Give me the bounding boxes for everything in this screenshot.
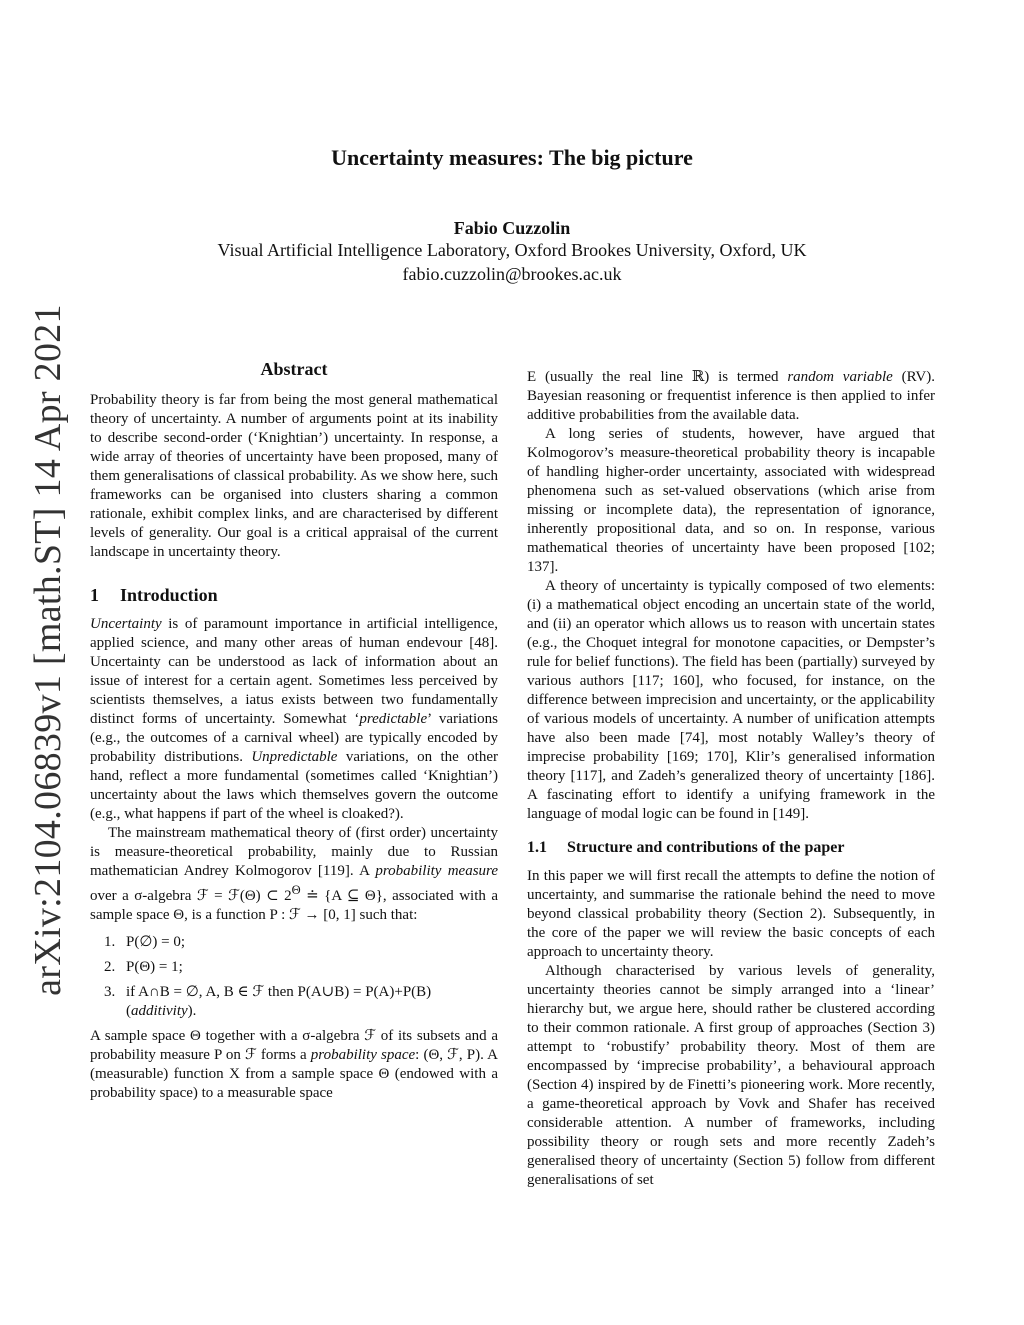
- probability-axioms-list: [90, 933, 498, 1021]
- emphasis-additivity: additivity: [131, 1003, 188, 1019]
- emphasis-predictable: predictable: [359, 711, 428, 727]
- intro-paragraph-1: Uncertainty is of paramount importance in artificial intelligence, applied science, and many other areas of human endevour [48]. Uncertainty can be understood as lack of information about an issue of interest for a certain agent. Sometimes less perceived by scientists themselves, a iatus exists between two fundamentally distinct forms of uncertainty. Somewhat ‘predictable’ variations (e.g., the outcomes of a carnival wheel) are typically encoded by probability distributions. Unpredictable variations, on the other hand, reflect a more fundamental (sometimes called ‘Knightian’) uncertainty about the laws which themselves govern the outcome (e.g., what happens if part of the wheel is cloaked?).: [90, 616, 498, 822]
- author-email: fabio.cuzzolin@brookes.ac.uk: [402, 264, 622, 284]
- intro-paragraph-3: A sample space Θ together with a σ-algebra ℱ of its subsets and a probability measure P on ℱ forms a probability space: (Θ, ℱ, P). A (measurable) function X from a sample space Θ (endowed with a probability space) to a measurable space: [90, 1028, 498, 1101]
- left-column: [90, 360, 498, 1103]
- list-item: 1. P(∅) = 0;: [104, 934, 186, 950]
- emphasis-uncertainty: Uncertainty: [90, 616, 162, 632]
- emphasis-probability-measure: probability measure: [375, 863, 498, 879]
- right-paragraph-4: In this paper we will first recall the attempts to define the notion of uncertainty, and summarise the rationale behind the need to move beyond classical probability theory (Section 2). Subsequently, in the core of the paper we will review the basic concepts of each approach to uncertainty theory.: [527, 868, 935, 960]
- author-name: Fabio Cuzzolin: [453, 218, 571, 238]
- abstract-heading: Abstract: [260, 359, 328, 379]
- arxiv-stamp-text: arXiv:2104.06839v1 [math.ST] 14 Apr 2021: [27, 304, 69, 996]
- list-item: 3. if A∩B = ∅, A, B ∈ ℱ then P(A∪B) = P(A)+P(B) (additivity).: [104, 984, 432, 1019]
- intro-paragraph-2: The mainstream mathematical theory of (first order) uncertainty is measure-theoretical probability, mainly due to Russian mathematician Andrey Kolmogorov [119]. A probability measure over a σ-algebra ℱ = ℱ(Θ) ⊂ $2^\Theta$ ≐ {A ⊆ Θ}, associated with a sample space Θ, is a function P : ℱ → [0, 1] such that:: [90, 825, 498, 923]
- arxiv-stamp: [18, 304, 78, 996]
- subsection-heading-structure: [527, 838, 935, 857]
- right-paragraph-1: E (usually the real line ℝ) is termed random variable (RV). Bayesian reasoning or frequentist inference is then applied to infer additive probabilities from the available data.: [527, 369, 935, 423]
- section-heading-introduction: [90, 586, 498, 605]
- emphasis-random-variable: random variable: [787, 369, 893, 385]
- subsection-title: Structure and contributions of the paper: [567, 839, 845, 856]
- right-paragraph-3: A theory of uncertainty is typically composed of two elements: (i) a mathematical object encoding an uncertain state of the world, and (ii) an operator which allows us to reason with uncertain states (e.g., the Choquet integral for monotone capacities, or Dempster’s rule for belief functions). The field has been (partially) surveyed by various authors [117; 160], who focused, for instance, on the difference between imprecision and uncertainty, or the applicability of various models of uncertainty. A number of unification attempts have also been made [74], most notably Walley’s theory of imprecise probability [169; 170], Klir’s generalised information theory [117], and Zadeh’s generalized theory of uncertainty [186]. A fascinating effort to identify a unifying framework in the language of modal logic can be found in [149].: [527, 578, 935, 822]
- emphasis-unpredictable: Unpredictable: [251, 749, 338, 765]
- author-affiliation: Visual Artificial Intelligence Laboratory, Oxford Brookes University, Oxford, UK: [217, 240, 807, 260]
- right-paragraph-2: A long series of students, however, have argued that Kolmogorov’s measure-theoretical probability theory is incapable of handling higher-order uncertainty, associated with widespread phenomena such as set-valued observations (which arise from missing or incomplete data), the representation of ignorance, inherently propositional data, and so on. In response, various mathematical theories of uncertainty have been proposed [102; 137].: [527, 426, 935, 575]
- right-paragraph-5: Although characterised by various levels of generality, uncertainty theories cannot be simply arranged into a ‘linear’ hierarchy but, we argue here, should rather be clustered according to their common rationale. A first group of approaches (Section 3) attempt to ‘robustify’ probability theory. Most of them are encompassed by ‘imprecise probability’, a behavioural approach (Section 4) inspired by de Finetti’s pioneering work. More recently, a game-theoretical approach by Vovk and Shafer has received considerable attention. A number of frameworks, including possibility theory or rough sets and more recently Zadeh’s generalised theory of uncertainty (Section 5) follow from different generalisations of set: [527, 963, 935, 1188]
- paper-title: Uncertainty measures: The big picture: [331, 145, 693, 170]
- emphasis-probability-space: probability space: [310, 1047, 416, 1063]
- list-item: 2. P(Θ) = 1;: [104, 959, 183, 975]
- right-column: [527, 368, 935, 1190]
- section-title: Introduction: [120, 585, 218, 605]
- subsection-number: 1.1: [527, 839, 547, 856]
- abstract-text: Probability theory is far from being the most general mathematical theory of uncertainty. A number of arguments point at its inability to describe second-order (‘Knightian’) uncertainty. In response, a wide array of theories of uncertainty have been proposed, many of them generalisations of classical probability. As we show here, such frameworks can be organised into clusters sharing a common rationale, exhibit complex links, and are characterised by different levels of generality. Our goal is a critical appraisal of the current landscape in uncertainty theory.: [90, 392, 498, 560]
- section-number: 1: [90, 585, 99, 605]
